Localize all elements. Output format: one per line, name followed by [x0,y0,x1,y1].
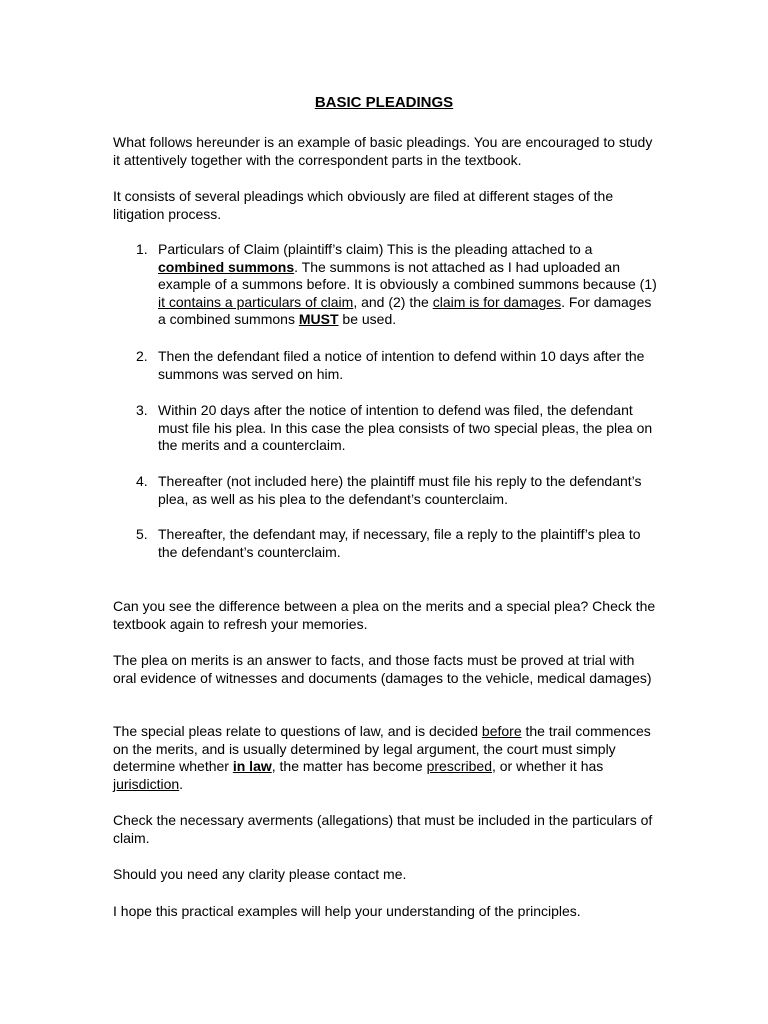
list-item-number: 4. [136,473,148,489]
intro-paragraph-2: It consists of several pleadings which obviously are filed at different stages of the litigation process. [113,188,614,222]
in-law-emphasis: in law [232,758,272,774]
closing-paragraph: I hope this practical examples will help your understanding of the principles. [113,903,581,919]
jurisdiction-emphasis: jurisdiction [113,775,180,792]
difference-paragraph: Can you see the difference between a plea on the merits and a special plea? Check the textbook again to refresh your memories. [113,598,656,632]
averments-paragraph: Check the necessary averments (allegations) that must be included in the particulars of claim. [113,812,653,846]
clarity-paragraph: Should you need any clarity please contact me. [113,866,407,882]
special-pleas-paragraph: The special pleas relate to questions of law, and is decided before the trail commences on the merits, and is usually determined by legal argument, the court must simply determine whether in law, the matter has become prescribed, or whether it has jurisdiction. [113,723,651,792]
combined-summons-emphasis: combined summons [158,258,295,275]
claim-for-damages-emphasis: claim is for damages [432,293,562,310]
list-item-1 [136,241,658,329]
before-emphasis: before [481,723,522,739]
list-item-number: 3. [136,402,148,418]
list-item-number: 1. [136,241,148,257]
list-item-3 [136,402,658,455]
intro-paragraph-1: What follows hereunder is an example of basic pleadings. You are encouraged to study it attentively together with the correspondent parts in the textbook. [113,134,653,168]
prescribed-emphasis: prescribed [426,758,492,774]
list-item-text: Particulars of Claim (plaintiff’s claim) This is the pleading attached to a combined summons. The summons is not attached as I had uploaded an example of a summons before. It is obviously a combined summons because (1) it contains a particulars of claim, and (2) the claim is for damages. For damages a combined summons MUST be used. [158,241,657,327]
list-item-text: Then the defendant filed a notice of intention to defend within 10 days after the summons was served on him. [158,348,645,382]
list-item-5 [136,526,658,561]
list-item-text: Thereafter, the defendant may, if necessary, file a reply to the plaintiff’s plea to the defendant’s counterclaim. [158,526,641,560]
list-item-text: Thereafter (not included here) the plaintiff must file his reply to the defendant’s plea, as well as his plea to the defendant’s counterclaim. [158,473,642,507]
merits-paragraph: The plea on merits is an answer to facts, and those facts must be proved at trial with oral evidence of witnesses and documents (damages to the vehicle, medical damages) [113,652,652,686]
document-title: BASIC PLEADINGS [314,94,454,111]
list-item-4 [136,473,658,508]
list-item-text: Within 20 days after the notice of intention to defend was filed, the defendant must file his plea. In this case the plea consists of two special pleas, the plea on the merits and a counterclaim. [158,402,653,453]
list-item-number: 2. [136,348,148,364]
contains-particulars-emphasis: it contains a particulars of claim [158,293,354,310]
list-item-2 [136,348,658,383]
must-emphasis: MUST [298,311,339,327]
list-item-number: 5. [136,526,148,542]
